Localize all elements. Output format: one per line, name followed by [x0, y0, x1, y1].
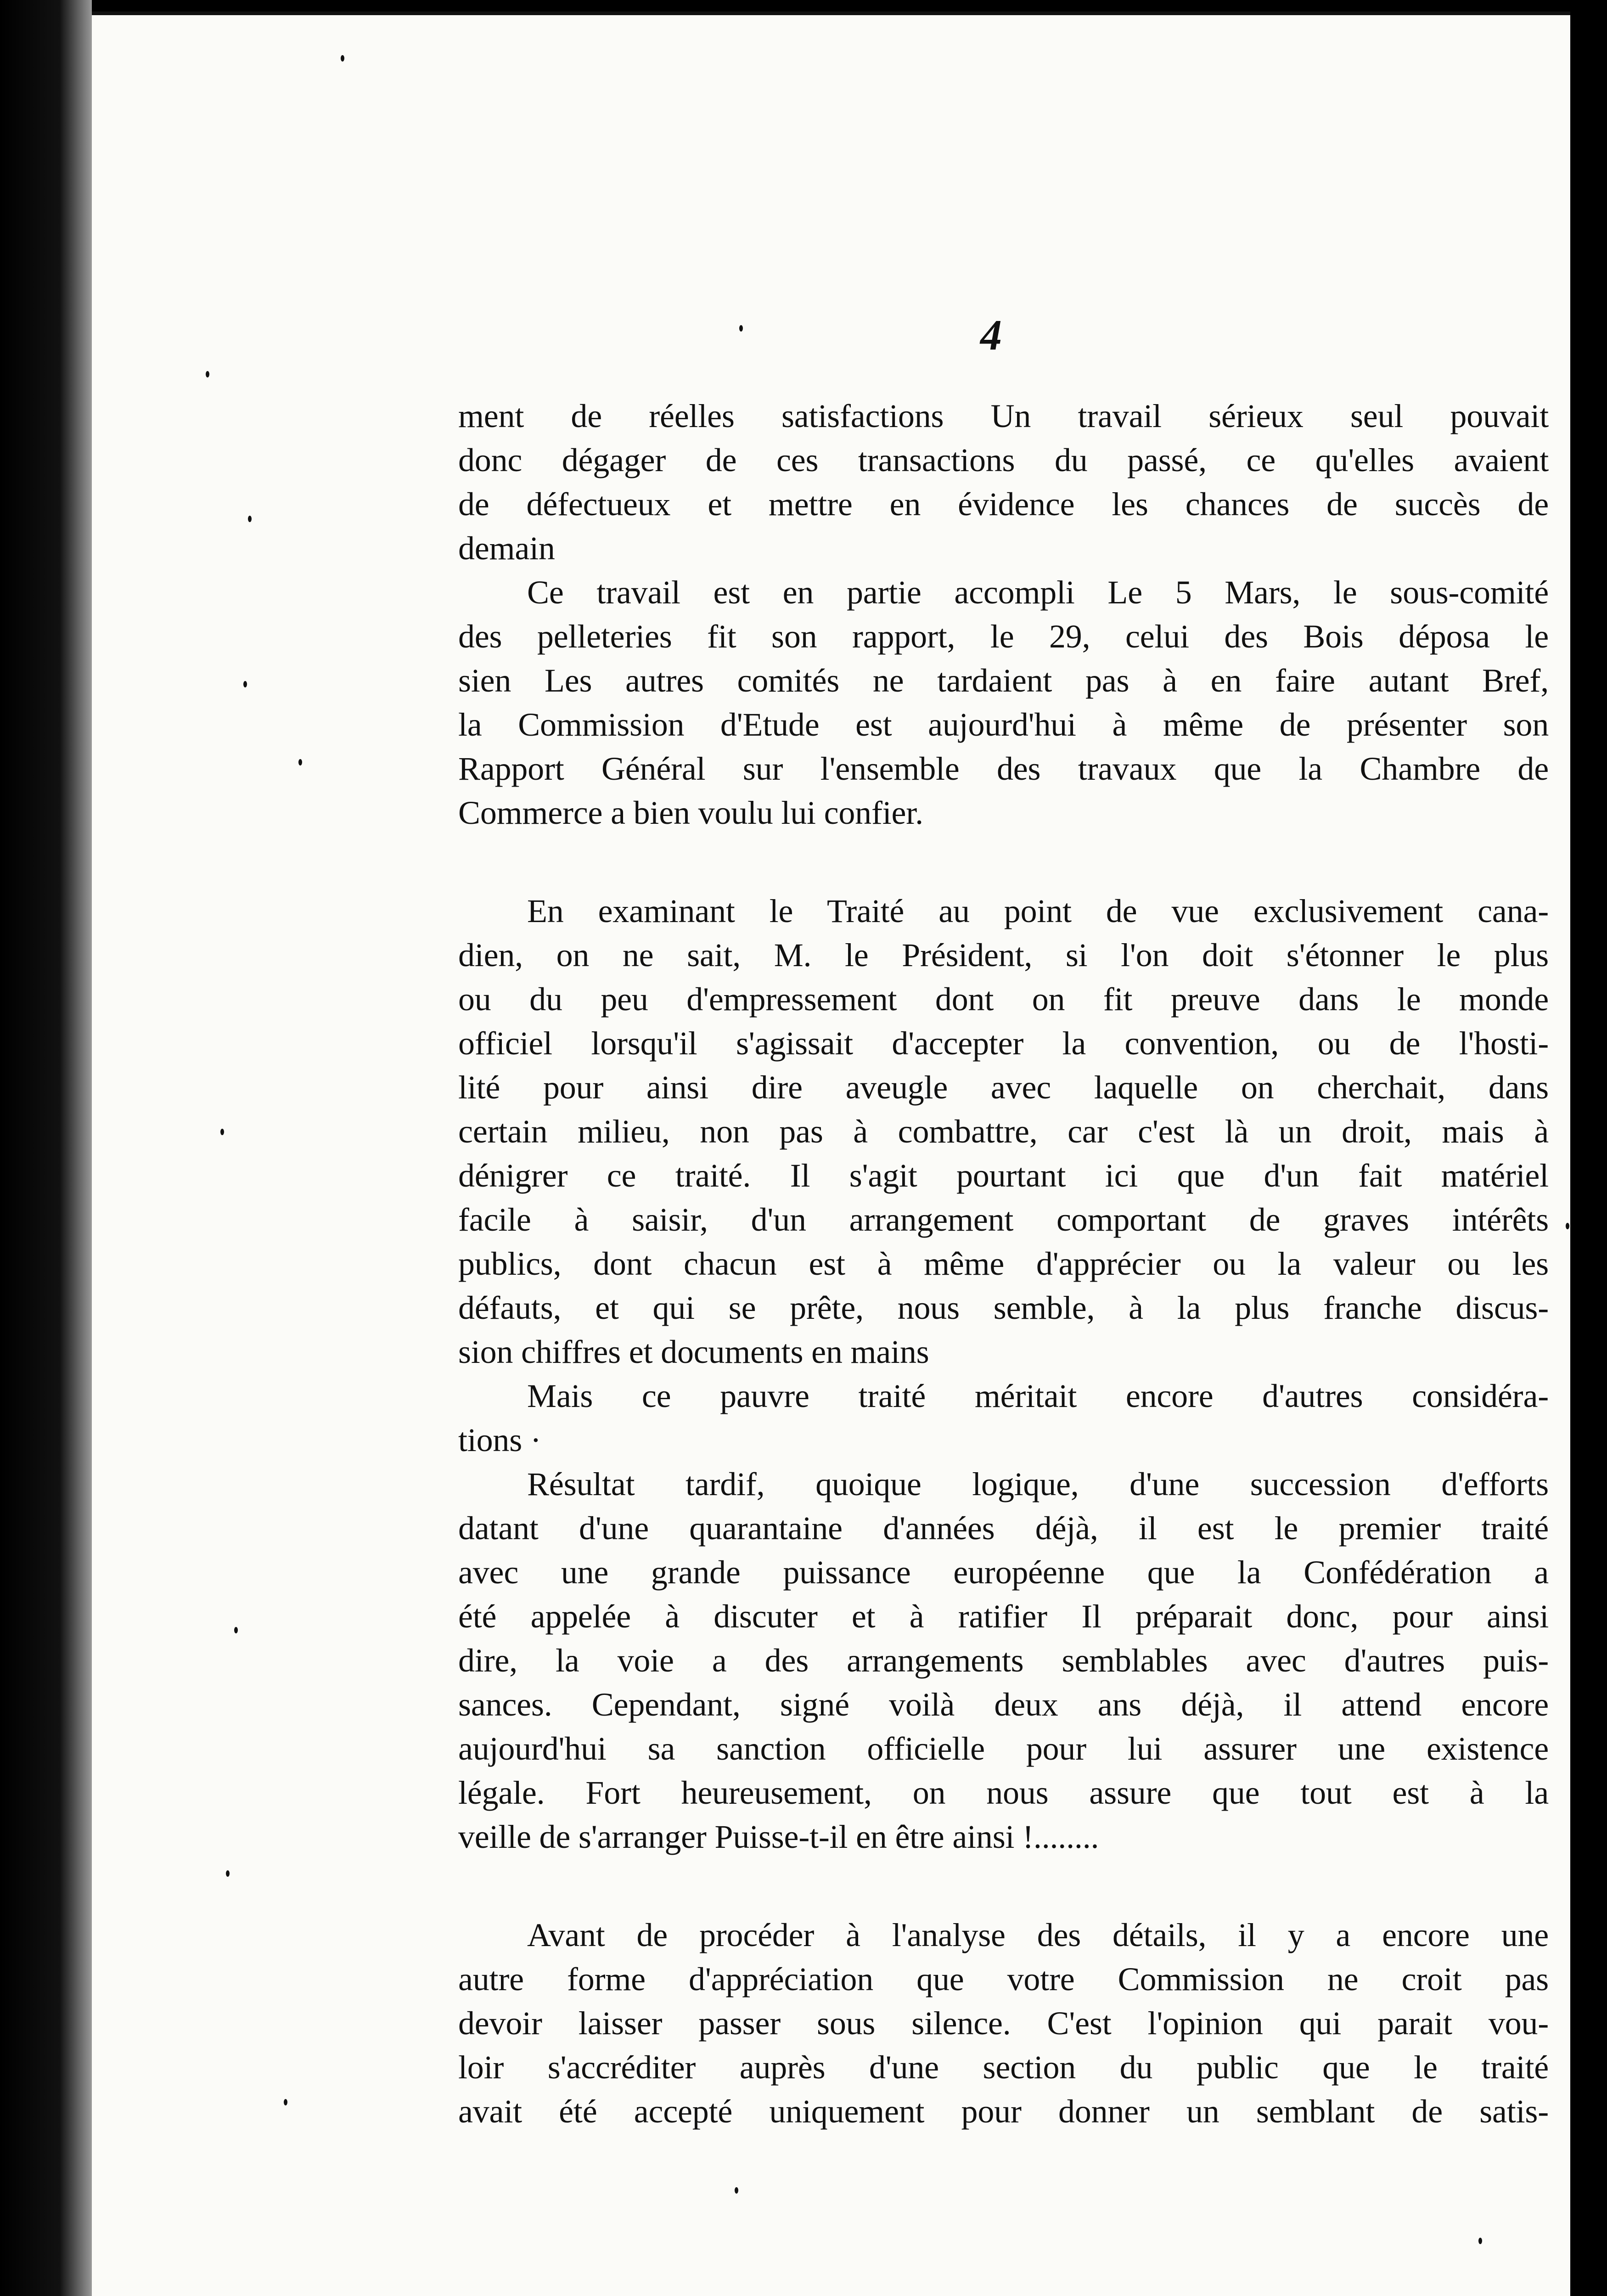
text-line: ou du peu d'empressement dont on fit preuve dans le monde [458, 981, 1549, 1018]
text-line: sien Les autres comités ne tardaient pas à en faire autant Bref, [458, 662, 1549, 699]
text-line: la Commission d'Etude est aujourd'hui à même de présenter son [458, 706, 1549, 743]
scan-speck [1566, 1223, 1569, 1229]
text-line: été appelée à discuter et à ratifier Il préparait donc, pour ainsi [458, 1598, 1549, 1635]
scan-right-edge [1570, 0, 1607, 2296]
text-line: défauts, et qui se prête, nous semble, à la plus franche discus- [458, 1289, 1549, 1326]
scan-speck [298, 759, 302, 765]
text-line: dénigrer ce traité. Il s'agit pourtant ici que d'un fait matériel [458, 1157, 1549, 1194]
scan-speck [226, 1870, 230, 1877]
text-line: Résultat tardif, quoique logique, d'une succession d'efforts [527, 1466, 1549, 1503]
text-line: sances. Cependant, signé voilà deux ans déjà, il attend encore [458, 1686, 1549, 1723]
text-line: veille de s'arranger Puisse-t-il en être ainsi !........ [458, 1818, 1099, 1855]
text-line: Rapport Général sur l'ensemble des travaux que la Chambre de [458, 750, 1549, 787]
paragraph-work-progress [458, 570, 1549, 835]
paragraph-result [458, 1462, 1549, 1859]
scan-speck [220, 1129, 224, 1135]
body-text [458, 394, 1549, 2133]
page-number: 4 [980, 311, 1002, 359]
text-line: loir s'accréditer auprès d'une section du public que le traité [458, 2049, 1549, 2086]
scan-speck [739, 325, 743, 332]
text-line: des pelleteries fit son rapport, le 29, celui des Bois déposa le [458, 618, 1549, 655]
text-line: Avant de procéder à l'analyse des détails, il y a encore une [527, 1917, 1549, 1953]
text-line: officiel lorsqu'il s'agissait d'accepter la convention, ou de l'hosti- [458, 1025, 1549, 1062]
scan-speck [243, 681, 247, 687]
scan-speck [206, 371, 209, 377]
text-line: demain [458, 530, 555, 567]
paragraph-spacer [458, 1859, 1549, 1913]
text-line: En examinant le Traité au point de vue exclusivement cana- [527, 893, 1549, 929]
paragraph-considerations [458, 1374, 1549, 1462]
text-line: lité pour ainsi dire aveugle avec laquelle on cherchait, dans [458, 1069, 1549, 1106]
scan-left-edge [0, 0, 92, 2296]
scan-speck [1478, 2238, 1482, 2244]
text-line: avec une grande puissance européenne que la Confédération a [458, 1554, 1549, 1591]
text-line: certain milieu, non pas à combattre, car c'est là un droit, mais à [458, 1113, 1549, 1150]
paragraph-treaty-canadian-view [458, 889, 1549, 1374]
text-line: ment de réelles satisfactions Un travail sérieux seul pouvait [458, 398, 1549, 434]
text-line: sion chiffres et documents en mains [458, 1334, 929, 1370]
paragraph-analysis [458, 1913, 1549, 2133]
scan-speck [234, 1627, 238, 1633]
text-line: facile à saisir, d'un arrangement comportant de graves intérêts [458, 1201, 1549, 1238]
paragraph-spacer [458, 835, 1549, 889]
document-page [92, 11, 1570, 2296]
scan-speck [284, 2099, 287, 2105]
text-line: publics, dont chacun est à même d'apprécier ou la valeur ou les [458, 1245, 1549, 1282]
text-line: Commerce a bien voulu lui confier. [458, 794, 923, 831]
text-line: Ce travail est en partie accompli Le 5 Mars, le sous-comité [527, 574, 1549, 611]
text-line: devoir laisser passer sous silence. C'est l'opinion qui parait vou- [458, 2005, 1549, 2042]
text-line: aujourd'hui sa sanction officielle pour lui assurer une existence [458, 1730, 1549, 1767]
text-line: avait été accepté uniquement pour donner un semblant de satis- [458, 2093, 1549, 2130]
text-line: de défectueux et mettre en évidence les chances de succès de [458, 486, 1549, 523]
scan-speck [341, 55, 344, 62]
paragraph-continuation [458, 394, 1549, 570]
text-line: dire, la voie a des arrangements semblables avec d'autres puis- [458, 1642, 1549, 1679]
scan-speck [248, 516, 252, 522]
text-line: tions · [458, 1422, 541, 1458]
text-line: Mais ce pauvre traité méritait encore d'autres considéra- [527, 1378, 1549, 1414]
text-line: autre forme d'appréciation que votre Commission ne croit pas [458, 1961, 1549, 1998]
text-line: donc dégager de ces transactions du passé, ce qu'elles avaient [458, 442, 1549, 478]
scan-speck [735, 2187, 738, 2194]
text-line: datant d'une quarantaine d'années déjà, il est le premier traité [458, 1510, 1549, 1547]
text-line: légale. Fort heureusement, on nous assure que tout est à la [458, 1774, 1549, 1811]
text-line: dien, on ne sait, M. le Président, si l'on doit s'étonner le plus [458, 937, 1549, 974]
